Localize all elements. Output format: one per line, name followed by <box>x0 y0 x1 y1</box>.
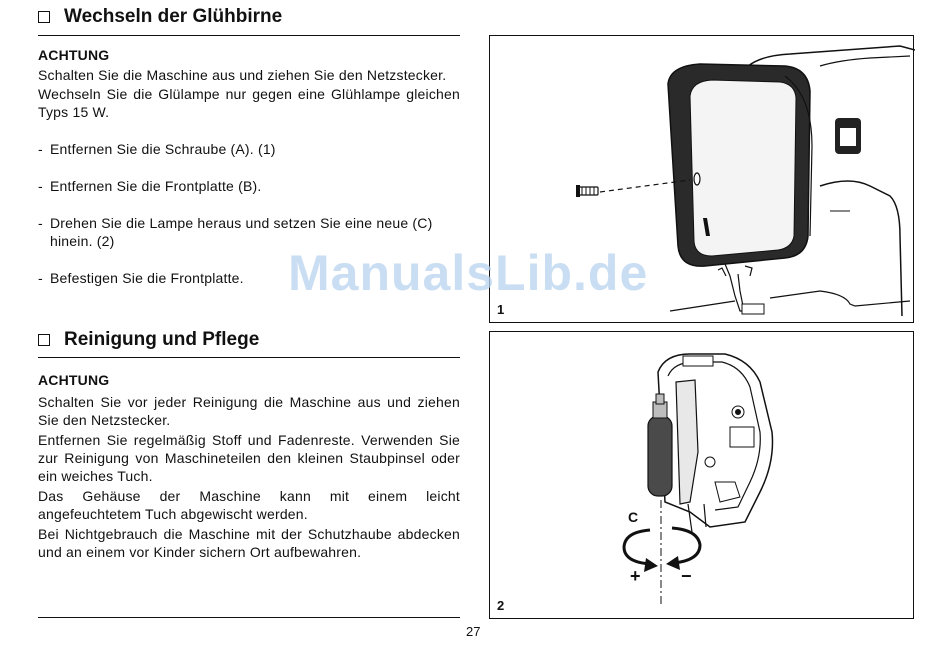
plus-sign: + <box>630 566 641 586</box>
section-rule <box>38 35 460 36</box>
paragraph: Entfernen Sie regelmäßig Stoff und Fadenreste. Verwenden Sie zur Reinigung von Maschineteilen den kleinen Staubpinsel oder ein weiches Tuch. <box>38 432 460 484</box>
paragraph: Das Gehäuse der Maschine kann mit einem leicht angefeuchtetem Tuch abgewischt werden. <box>38 488 460 522</box>
list-item: - Entfernen Sie die Schraube (A). (1) <box>38 141 276 157</box>
watermark: ManualsLib.de <box>288 245 649 301</box>
figure-2-box <box>489 331 914 619</box>
checkbox-icon <box>38 11 50 23</box>
paragraph: Schalten Sie vor jeder Reinigung die Maschine aus und ziehen Sie den Netzstecker. <box>38 394 460 428</box>
section-title-bulb <box>38 6 282 28</box>
section-title-cleaning <box>38 329 259 351</box>
bottom-rule <box>38 617 460 618</box>
lamp-removal-illustration <box>490 332 915 620</box>
warning-label: ACHTUNG <box>38 47 110 63</box>
figure-2-number: 2 <box>497 598 505 613</box>
checkbox-icon <box>38 334 50 346</box>
lamp-c-label: C <box>628 509 639 525</box>
section-title-bulb-text: Wechseln der Glühbirne <box>64 6 283 27</box>
page-number: 27 <box>466 624 481 639</box>
paragraph: Wechseln Sie die Glülampe nur gegen eine Glühlampe gleichen Typs 15 W. <box>38 86 460 120</box>
section2-body <box>38 371 460 561</box>
section-title-cleaning-text: Reinigung und Pflege <box>64 329 260 350</box>
paragraph: Schalten Sie die Maschine aus und ziehen Sie den Netzstecker. <box>38 67 447 83</box>
figure-1-number: 1 <box>497 302 505 317</box>
list-item: - Befestigen Sie die Frontplatte. <box>38 270 244 286</box>
paragraph: Bei Nichtgebrauch die Maschine mit der Schutzhaube abdecken und an einem vor Kinder sichern Ort aufbewahren. <box>38 526 460 560</box>
section-rule <box>38 357 460 358</box>
list-item: - Entfernen Sie die Frontplatte (B). <box>38 178 262 194</box>
warning-label: ACHTUNG <box>38 372 110 388</box>
list-item: - Drehen Sie die Lampe heraus und setzen Sie eine neue (C) hinein. (2) <box>38 215 433 249</box>
minus-sign: − <box>681 566 692 586</box>
